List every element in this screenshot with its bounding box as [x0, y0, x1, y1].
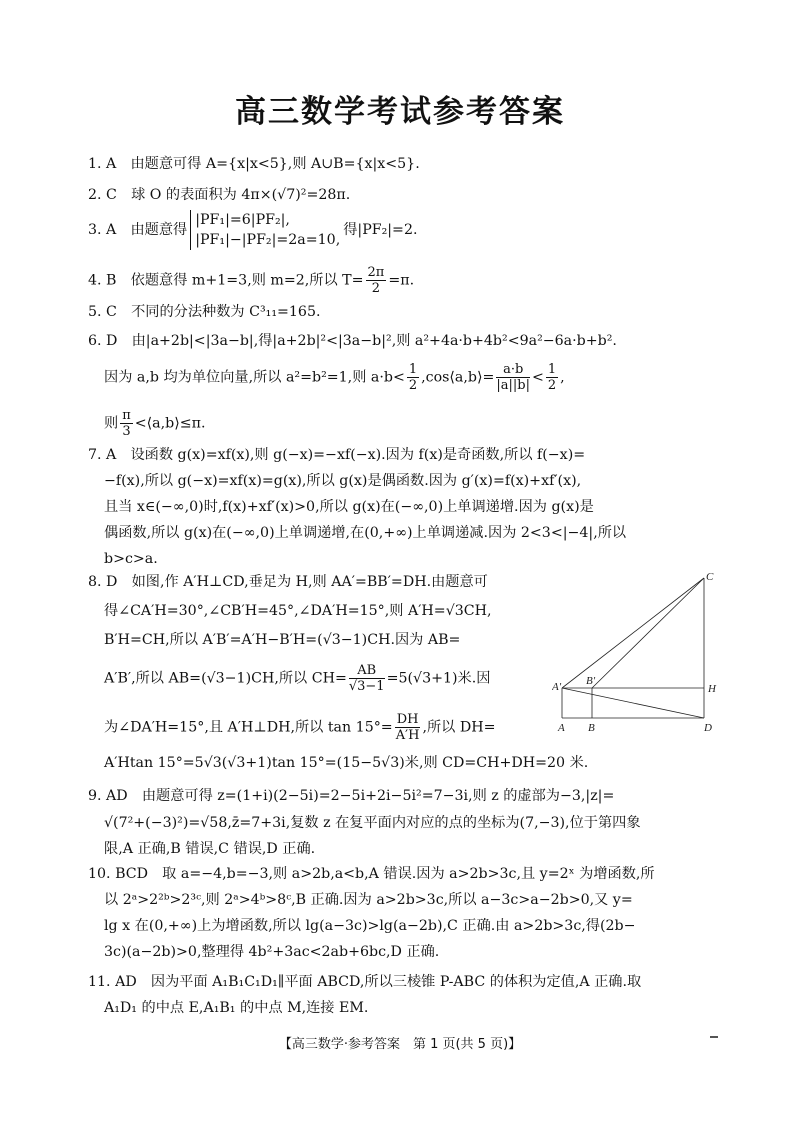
q6-frac3-den: 2	[547, 378, 557, 393]
q4-text-b: =π.	[388, 272, 415, 289]
label-A: A	[558, 722, 565, 734]
q3-prefix: 3. A 由题意得	[88, 222, 188, 238]
label-B: B	[588, 722, 595, 734]
answer-q1: 1. A 由题意可得 A={x|x<5},则 A∪B={x|x<5}.	[88, 156, 420, 172]
q6-fraction-2	[496, 362, 530, 393]
answer-q7-line1: 7. A 设函数 g(x)=xf(x),则 g(−x)=−xf(−x).因为 f(x)是奇函数,所以 f(−x)=	[88, 447, 586, 463]
q8-text-a: A′B′,所以 AB=(√3−1)CH,所以 CH=	[104, 670, 347, 687]
q6-range: <⟨a,b⟩≤π.	[134, 415, 206, 432]
q8-frac2-den: A′H	[395, 728, 420, 743]
q6-fraction-3	[546, 362, 558, 393]
q3-equation-system	[190, 210, 340, 250]
q6-frac2-den: |a||b|	[496, 378, 530, 393]
page-title: 高三数学考试参考答案	[235, 94, 565, 130]
answer-q9-line2: √(7²+(−3)²)=√58,z̄=7+3i,复数 z 在复平面内对应的点的坐标为(7,−3),位于第四象	[104, 815, 641, 831]
q6-frac4-num: π	[122, 408, 131, 423]
answer-q8-line3: B′H=CH,所以 A′B′=A′H−B′H=(√3−1)CH.因为 AB=	[104, 632, 461, 648]
q8-geometry-figure	[552, 566, 722, 736]
answer-q8-line5	[104, 712, 496, 743]
answer-q9-line1: 9. AD 由题意可得 z=(1+i)(2−5i)=2−5i+2i−5i²=7−3i,则 z 的虚部为−3,|z|=	[88, 788, 615, 804]
answer-q3	[88, 210, 417, 250]
answer-q10-line3: lg x 在(0,+∞)上为增函数,所以 lg(a−3c)>lg(a−2b),C 正确.由 a>2b>3c,得(2b−	[104, 918, 636, 934]
answer-q7-line4: 偶函数,所以 g(x)在(−∞,0)上单调递增,在(0,+∞)上单调递减.因为 2<3<|−4|,所以	[104, 525, 627, 541]
page-footer: 【高三数学·参考答案 第 1 页(共 5 页)】	[278, 1037, 522, 1052]
q6-text-d: ,	[560, 369, 565, 386]
q6-fraction-1	[407, 362, 419, 393]
q6-then: 则	[104, 415, 119, 432]
q6-text-a: 因为 a,b 均为单位向量,所以 a²=b²=1,则 a·b<	[104, 369, 405, 386]
line-AprimeD	[562, 688, 704, 718]
answer-q9-line3: 限,A 正确,B 错误,C 错误,D 正确.	[104, 841, 316, 857]
q8-frac1-num: AB	[349, 663, 385, 679]
line-BprimeC	[592, 578, 704, 688]
answer-q5: 5. C 不同的分法种数为 C³₁₁=165.	[88, 304, 321, 320]
corner-mark	[710, 1036, 718, 1038]
answer-q7-line2: −f(x),所以 g(−x)=xf(x)=g(x),所以 g(x)是偶函数.因为 g′(x)=f(x)+xf′(x),	[104, 473, 582, 489]
q8-fraction-2	[395, 712, 421, 743]
q8-text-d: ,所以 DH=	[422, 719, 496, 736]
answer-q7-line5: b>c>a.	[104, 551, 158, 567]
q6-frac1-num: 1	[408, 362, 418, 377]
q6-frac2-num: a·b	[496, 362, 530, 378]
q6-frac1-den: 2	[408, 378, 418, 393]
q6-text-b: ,cos⟨a,b⟩=	[421, 369, 495, 386]
answer-q8-line4	[104, 663, 490, 694]
label-B-prime: B′	[586, 675, 596, 687]
answer-q6-line3	[104, 408, 205, 439]
answer-q8-line2: 得∠CA′H=30°,∠CB′H=45°,∠DA′H=15°,则 A′H=√3CH,	[104, 603, 492, 619]
answer-q10-line1: 10. BCD 取 a=−4,b=−3,则 a>2b,a<b,A 错误.因为 a>2b>3c,且 y=2ˣ 为增函数,所	[88, 866, 655, 882]
line-AprimeC	[562, 578, 704, 688]
q3-case-2: |PF₁|−|PF₂|=2a=10,	[195, 232, 341, 248]
answer-q11-line2: A₁D₁ 的中点 E,A₁B₁ 的中点 M,连接 EM.	[104, 1000, 369, 1016]
q6-fraction-4	[120, 408, 133, 439]
q8-text-c: 为∠DA′H=15°,且 A′H⊥DH,所以 tan 15°=	[104, 719, 393, 736]
answer-q6-line2	[104, 362, 565, 393]
answer-q8-line6: A′Htan 15°=5√3(√3+1)tan 15°=(15−5√3)米,则 CD=CH+DH=20 米.	[104, 755, 589, 771]
q8-text-b: =5(√3+1)米.因	[386, 670, 491, 687]
answer-q8-line1: 8. D 如图,作 A′H⊥CD,垂足为 H,则 AA′=BB′=DH.由题意可	[88, 574, 488, 590]
q8-fraction-1	[349, 663, 385, 694]
label-H: H	[708, 683, 716, 695]
q4-text-a: 4. B 依题意得 m+1=3,则 m=2,所以 T=	[88, 272, 364, 289]
answer-q10-line4: 3c)(a−2b)>0,整理得 4b²+3ac<2ab+6bc,D 正确.	[104, 944, 440, 960]
answer-q4	[88, 265, 414, 296]
q4-denominator: 2	[371, 281, 381, 296]
label-C: C	[706, 571, 714, 583]
q8-frac2-num: DH	[396, 712, 419, 727]
answer-q6-line1: 6. D 由|a+2b|<|3a−b|,得|a+2b|²<|3a−b|²,则 a²+4a·b+4b²<9a²−6a·b+b².	[88, 333, 617, 349]
label-D: D	[704, 722, 712, 734]
q6-frac3-num: 1	[547, 362, 557, 377]
answer-q7-line3: 且当 x∈(−∞,0)时,f(x)+xf′(x)>0,所以 g(x)在(−∞,0)上单调递增.因为 g(x)是	[104, 499, 594, 515]
q4-fraction	[366, 265, 387, 296]
answer-q2: 2. C 球 O 的表面积为 4π×(√7)²=28π.	[88, 187, 351, 203]
q8-frac1-den: √3−1	[348, 679, 385, 694]
q6-text-c: <	[532, 369, 544, 386]
answer-q10-line2: 以 2ᵃ>2²ᵇ>2³ᶜ,则 2ᵃ>4ᵇ>8ᶜ,B 正确.因为 a>2b>3c,所以 a−3c>a−2b>0,又 y=	[104, 892, 633, 908]
q6-frac4-den: 3	[122, 424, 131, 439]
q3-suffix: 得|PF₂|=2.	[343, 222, 418, 238]
answer-q11-line1: 11. AD 因为平面 A₁B₁C₁D₁∥平面 ABCD,所以三棱锥 P-ABC 的体积为定值,A 正确.取	[88, 974, 642, 990]
q3-case-1: |PF₁|=6|PF₂|,	[195, 212, 290, 228]
q4-numerator: 2π	[367, 265, 385, 280]
label-A-prime: A′	[552, 681, 562, 693]
